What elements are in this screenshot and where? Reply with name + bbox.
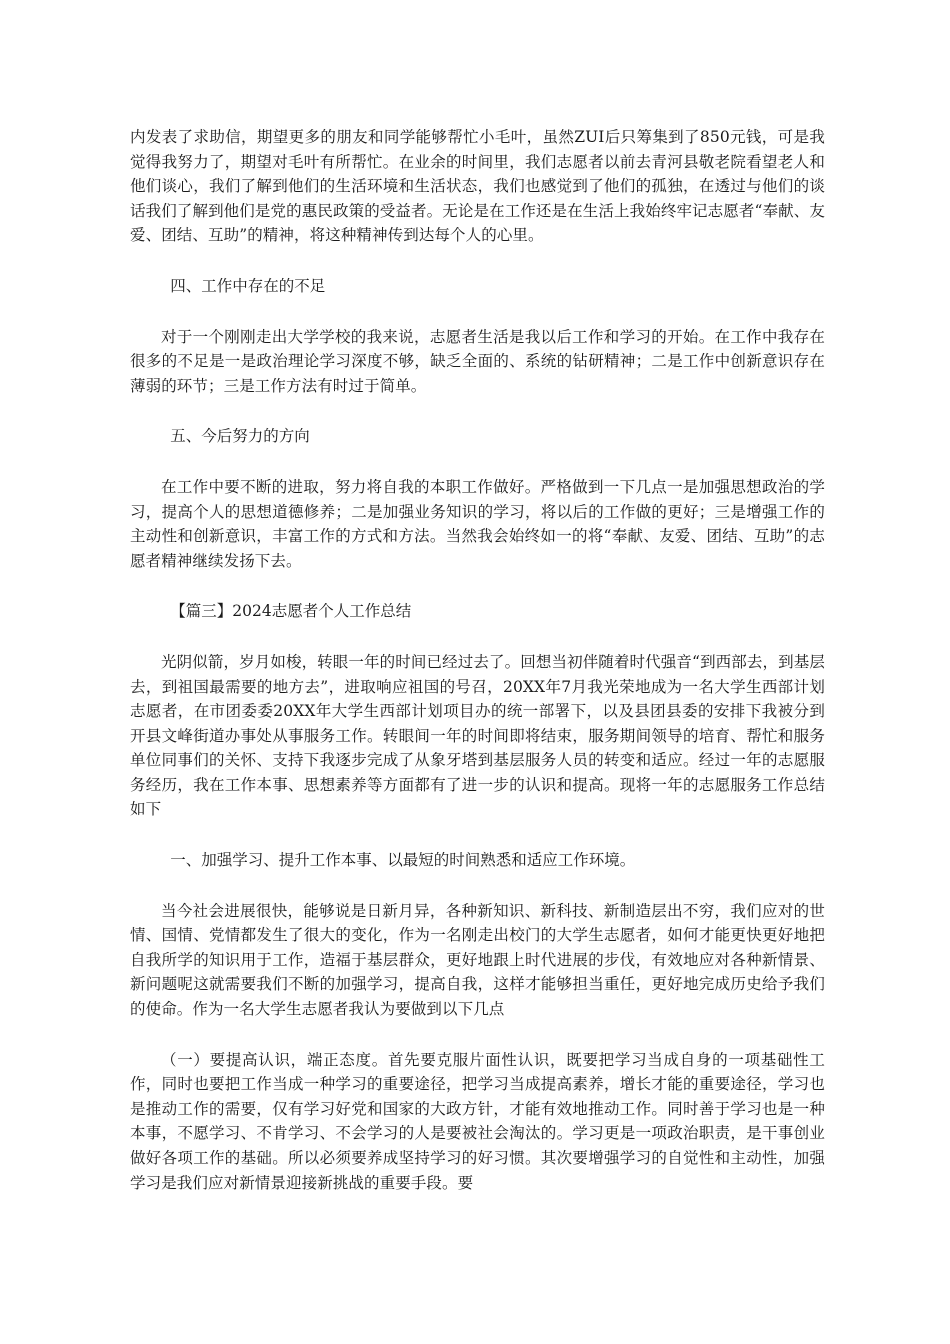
section-heading-five: 五、今后努力的方向 xyxy=(170,427,310,446)
section-heading-one: 一、加强学习、提升工作本事、以最短的时间熟悉和适应工作环境。 xyxy=(170,851,636,870)
article-title-three: 【篇三】2024志愿者个人工作总结 xyxy=(170,602,412,621)
paragraph-direction: 在工作中要不断的进取，努力将自我的本职工作做好。严格做到一下几点一是加强思想政治的学习，提高个人的思想道德修养；二是加强业务知识的学习，将以后的工作做的更好；三是增强工作的主动性和创新意识，丰富工作的方式和方法。当然我会始终如一的将“奉献、友爱、团结、互助”的志愿者精神继续发扬下去。 xyxy=(130,477,825,570)
paragraph-intro: 光阴似箭，岁月如梭，转眼一年的时间已经过去了。回想当初伴随着时代强音“到西部去，到基层去，到祖国最需要的地方去”，进取响应祖国的号召，20XX年7月我光荣地成为一名大学生西部计划志愿者，在市团委委20XX年大学生西部计划项目办的统一部署下，以及县团县委的安排下我被分到开县文峰街道办事处从事服务工作。转眼间一年的时间即将结束，服务期间领导的培育、帮忙和服务单位同事们的关怀、支持下我逐步完成了从象牙塔到基层服务人员的转变和适应。经过一年的志愿服务经历，我在工作本事、思想素养等方面都有了进一步的认识和提高。现将一年的志愿服务工作总结如下 xyxy=(130,652,825,819)
paragraph-shortcomings: 对于一个刚刚走出大学学校的我来说，志愿者生活是我以后工作和学习的开始。在工作中我存在很多的不足是一是政治理论学习深度不够，缺乏全面的、系统的钻研精神；二是工作中创新意识存在薄弱的环节；三是工作方法有时过于简单。 xyxy=(130,327,825,395)
document-body xyxy=(130,125,825,1195)
paragraph-learning: 当今社会进展很快，能够说是日新月异，各种新知识、新科技、新制造层出不穷，我们应对的世情、国情、党情都发生了很大的变化，作为一名刚走出校门的大学生志愿者，如何才能更快更好地把自我所学的知识用于工作，造福于基层群众，更好地跟上时代进展的步伐，有效地应对各种新情景、新问题呢这就需要我们不断的加强学习，提高自我，这样才能够担当重任，更好地完成历史给予我们的使命。作为一名大学生志愿者我认为要做到以下几点 xyxy=(130,901,825,1019)
section-heading-four: 四、工作中存在的不足 xyxy=(170,276,326,295)
paragraph-continuation: 内发表了求助信，期望更多的朋友和同学能够帮忙小毛叶，虽然ZUI后只筹集到了850元钱，可是我觉得我努力了，期望对毛叶有所帮忙。在业余的时间里，我们志愿者以前去青河县敬老院看望老人和他们谈心，我们了解到他们的生活环境和生活状态，我们也感觉到了他们的孤独，在透过与他们的谈话我们了解到他们是党的惠民政策的受益者。无论是在工作还是在生活上我始终牢记志愿者“奉献、友爱、团结、互助”的精神，将这种精神传到达每个人的心里。 xyxy=(130,128,825,245)
paragraph-attitude: （一）要提高认识，端正态度。首先要克服片面性认识，既要把学习当成自身的一项基础性工作，同时也要把工作当成一种学习的重要途径，把学习当成提高素养，增长才能的重要途径，学习也是推动工作的需要，仅有学习好党和国家的大政方针，才能有效地推动工作。同时善于学习也是一种本事，不愿学习、不肯学习、不会学习的人是要被社会淘汰的。学习更是一项政治职责，是干事创业做好各项工作的基础。所以必须要养成坚持学习的好习惯。其次要增强学习的自觉性和主动性，加强学习是我们应对新情景迎接新挑战的重要手段。要 xyxy=(130,1050,825,1192)
